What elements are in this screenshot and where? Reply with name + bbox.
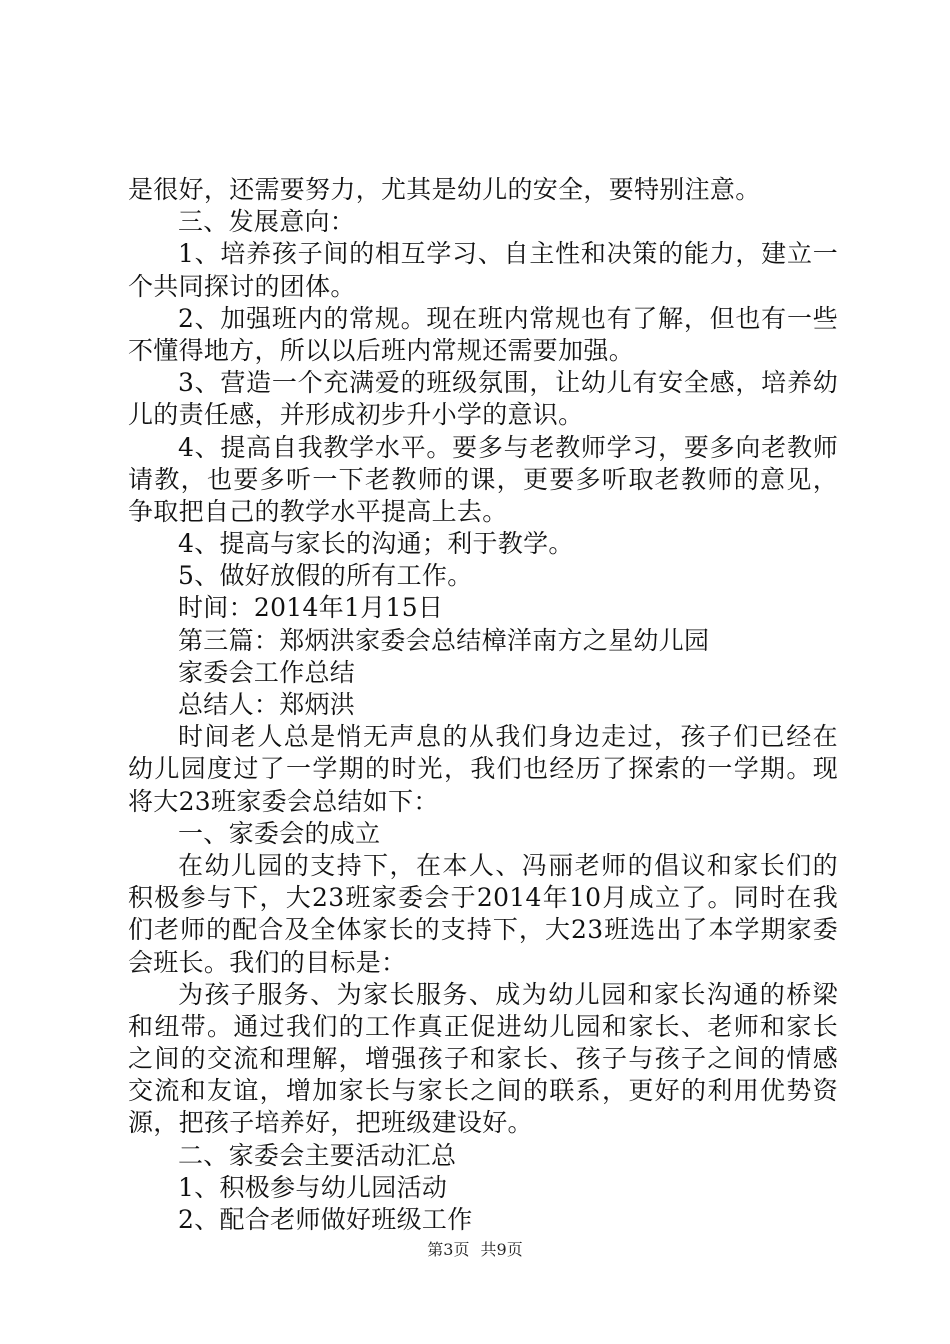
text-line: 总结人：郑炳洪	[178, 690, 356, 719]
text-line: 争取把自己的教学水平提高上去。	[128, 496, 508, 526]
text-line: 时间：2014年1月15日	[178, 593, 444, 623]
page-footer	[0, 1240, 950, 1260]
text-line: 个共同探讨的团体。	[128, 271, 356, 301]
text-line: 1、培养孩子间的相互学习、自主性和决策的能力，建立一	[178, 239, 838, 269]
text-line: 儿的责任感，并形成初步升小学的意识。	[128, 400, 584, 430]
text-line: 是很好，还需要努力，尤其是幼儿的安全，要特别注意。	[128, 175, 761, 204]
text-line: 之间的交流和理解，增强孩子和家长、孩子与孩子之间的情感	[128, 1044, 838, 1074]
text-line: 和纽带。通过我们的工作真正促进幼儿园和家长、老师和家长	[128, 1011, 838, 1041]
text-line: 积极参与下，大23班家委会于2014年10月成立了。同时在我	[128, 883, 838, 913]
text-line: 三、发展意向：	[178, 207, 356, 237]
text-line: 1、积极参与幼儿园活动	[178, 1172, 448, 1202]
text-line: 们老师的配合及全体家长的支持下，大23班选出了本学期家委	[128, 915, 838, 945]
text-line: 4、提高自我教学水平。要多与老教师学习，要多向老教师	[178, 432, 838, 462]
text-line: 5、做好放假的所有工作。	[178, 561, 473, 591]
text-line: 为孩子服务、为家长服务、成为幼儿园和家长沟通的桥梁	[178, 979, 838, 1009]
text-line: 二、家委会主要活动汇总	[178, 1140, 457, 1170]
text-line: 3、营造一个充满爱的班级氛围，让幼儿有安全感，培养幼	[178, 368, 838, 398]
text-line: 4、提高与家长的沟通；利于教学。	[178, 529, 574, 559]
text-line: 将大23班家委会总结如下：	[128, 786, 439, 816]
text-line: 幼儿园度过了一学期的时光，我们也经历了探索的一学期。现	[128, 754, 838, 784]
page-total: 共9页	[480, 1240, 523, 1259]
document-body	[128, 174, 838, 1236]
text-line: 一、家委会的成立	[178, 818, 381, 848]
text-line: 2、配合老师做好班级工作	[178, 1205, 473, 1234]
text-line: 时间老人总是悄无声息的从我们身边走过，孩子们已经在	[178, 722, 838, 752]
text-line: 家委会工作总结	[178, 657, 356, 687]
text-line: 交流和友谊，增加家长与家长之间的联系，更好的利用优势资	[128, 1076, 838, 1106]
text-line: 在幼儿园的支持下，在本人、冯丽老师的倡议和家长们的	[178, 850, 838, 880]
text-line: 源，把孩子培养好，把班级建设好。	[128, 1108, 533, 1138]
text-line: 请教，也要多听一下老教师的课，更要多听取老教师的意见，	[128, 464, 838, 494]
text-line: 不懂得地方，所以以后班内常规还需要加强。	[128, 335, 635, 365]
text-line: 第三篇：郑炳洪家委会总结樟洋南方之星幼儿园	[178, 625, 710, 655]
page-number: 第3页	[427, 1240, 470, 1259]
text-line: 会班长。我们的目标是：	[128, 947, 407, 977]
text-line: 2、加强班内的常规。现在班内常规也有了解，但也有一些	[178, 303, 838, 333]
